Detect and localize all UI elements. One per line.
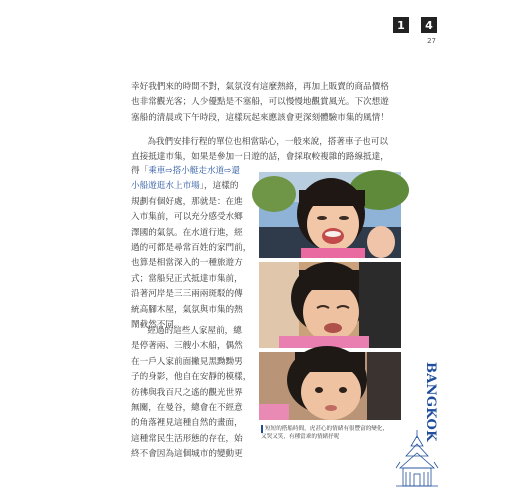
- text-fragment: 得「: [131, 166, 149, 176]
- paragraph-line: 彷彿與我百尺之遙的觀光世界: [131, 387, 243, 398]
- paragraph-2: [131, 135, 400, 166]
- paragraph-line: 鬧截然不同。: [131, 320, 183, 331]
- route-highlight: 小船遊逛水上市場: [131, 181, 200, 192]
- paragraph-line: 過的可都是尋常百姓的家門前，: [131, 243, 252, 254]
- paragraph-line: 經過的這些人家屋前，總: [147, 326, 242, 336]
- photo-caption: [261, 425, 401, 441]
- paragraph-line: 的角落裡見這種自然的畫面，: [131, 418, 243, 429]
- paragraph-line: 為我們安排行程的單位也相當貼心，一般來說，搭著車子也可以: [147, 137, 388, 147]
- paragraph-line: 也算是相當深入的一種旅遊方: [131, 258, 243, 269]
- chapter-digit-right: 4: [421, 17, 437, 33]
- paragraph-4: [131, 324, 254, 463]
- paragraph-line: 是停著兩、三艘小木船，偶然: [131, 341, 243, 352]
- paragraph-line: 直接抵達市集，如果是參加一日遊的話，會採取較複雜的路線抵達，: [131, 152, 389, 163]
- paragraph-line: 澤國的氣氛。在水道行進，經: [131, 227, 243, 238]
- paragraph-line: 在一戶人家前面撇見黑黝黝男: [131, 356, 243, 367]
- photo-pouting-girl: [259, 352, 401, 420]
- paragraph-line: 終不會因為這個城市的變動更: [131, 449, 243, 460]
- page-number: 27: [427, 37, 436, 45]
- paragraph-line: [131, 179, 254, 194]
- caption-line: 短短的搭船時間，虎甚心的情緒有很豐富的變化，: [265, 426, 389, 432]
- paragraph-line: 統高腳木屋，氣氛與市集的熱: [131, 304, 243, 315]
- paragraph-line: 也非常觀光客；人少優點是不塞船，可以慢慢地觀賞風光。下次想遊: [131, 97, 389, 108]
- paragraph-line: 塞船的清晨或下午時段，這樣玩起來應該會更深刻體驗市集的風情！: [131, 112, 389, 123]
- caption-marker: [261, 425, 263, 433]
- palace-illustration: [394, 428, 440, 490]
- caption-line: 又哭又笑，有種當乖的情緒抒呢: [261, 434, 340, 440]
- paragraph-line: 子的身影，他自在安靜的模樣，: [131, 372, 252, 383]
- paragraph-line: 規劃有個好處，那就是：在進: [131, 196, 243, 207]
- paragraph-1: [131, 80, 400, 126]
- paragraph-line: 入市集前，可以充分感受水鄉: [131, 212, 243, 223]
- svg-text:BANGKOK: BANGKOK: [423, 362, 438, 442]
- chapter-digit-left: 1: [393, 17, 409, 33]
- paragraph-line: 沿著河岸是三三兩兩斑駁的傳: [131, 289, 243, 300]
- chapter-badge: [393, 17, 437, 33]
- paragraph-3: [131, 164, 254, 333]
- route-highlight: 乘車⇨搭小艇走水道⇨還: [148, 166, 240, 176]
- paragraph-line: 幸好我們來的時間不對，氣氛沒有這麼熱絡，再加上販賣的商品價格: [131, 82, 389, 92]
- paragraph-line: 式；當船兒正式抵達市集前，: [131, 273, 243, 284]
- photo-crying-girl: [259, 262, 401, 348]
- photo-laughing-girl: [259, 172, 401, 258]
- paragraph-line: 這種常民生活形態的存在，始: [131, 433, 243, 444]
- text-fragment: 」，這樣的: [199, 181, 239, 192]
- paragraph-line: [131, 164, 254, 179]
- paragraph-line: 無關，在曼谷，總會在不經意: [131, 403, 243, 414]
